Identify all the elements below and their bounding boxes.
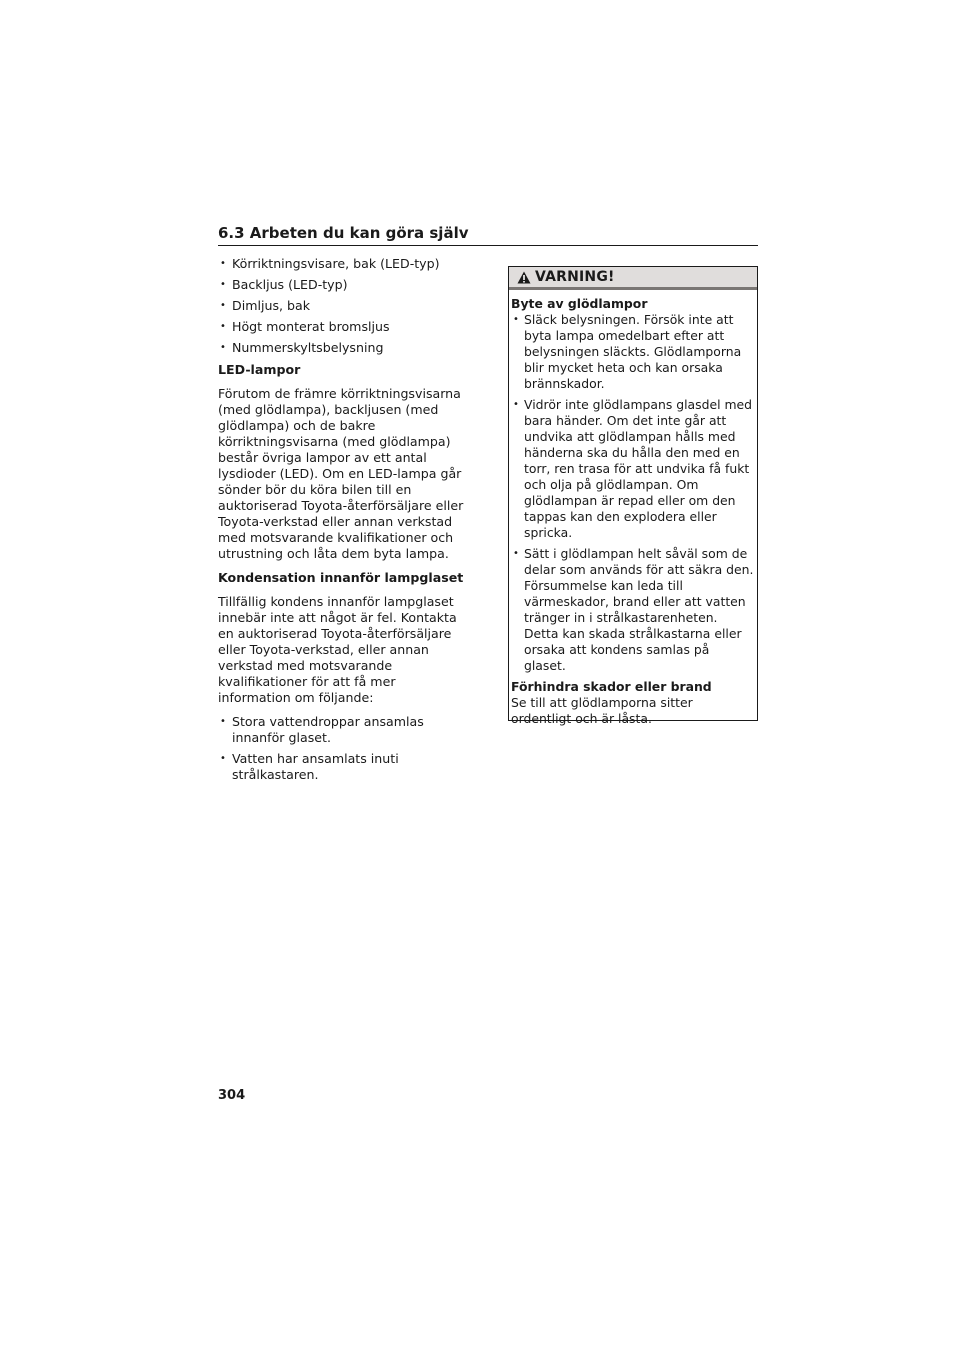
condensation-heading: Kondensation innanför lampglaset (218, 570, 464, 585)
led-heading: LED-lampor (218, 362, 301, 377)
warning-body (509, 290, 757, 727)
led-paragraph: Förutom de främre körriktningsvisarna (med glödlampa), backljusen (med glödlampa) och de bakre körriktningsvisarna (med glödlampa) består övriga lampor av ett antal lysdioder (LED). Om en LED-lampa går sönder bör du köra bilen till en auktoriserad Toyota-återförsäljare eller Toyota-verkstad eller annan verkstad med motsvarande kvalifikationer och utrustning och låta dem byta lampa. (218, 386, 464, 561)
fire-paragraph: Se till att glödlamporna sitter ordentligt och är låsta. (511, 695, 693, 726)
bulb-warning-list (511, 312, 755, 674)
list-item: • Backljus (LED-typ) (218, 277, 468, 293)
list-item: • Vidrör inte glödlampans glasdel med bara händer. Om det inte går att undvika att glödlampan hålls med händerna ska du hålla den med en torr, ren trasa för att undvika få fukt och olja på glödlampan. Om glödlampan är repad eller om den tappas kan den explodera eller spricka. (511, 397, 755, 541)
fire-heading: Förhindra skador eller brand (511, 679, 712, 694)
warning-triangle-icon (517, 271, 531, 284)
warning-title: VARNING! (535, 269, 615, 285)
lamp-list (218, 256, 468, 356)
section-header (218, 224, 758, 246)
list-item: • Stora vattendroppar ansamlas innanför glaset. (218, 714, 468, 746)
list-item: • Högt monterat bromsljus (218, 319, 468, 335)
condensation-paragraph: Tillfällig kondens innanför lampglaset innebär inte att något är fel. Kontakta en auktoriserad Toyota-återförsäljare eller Toyota-verkstad, eller annan verkstad med motsvarande kvalifikationer för att få mer information om följande: (218, 594, 457, 705)
section-title: 6.3 Arbeten du kan göra själv (218, 224, 469, 242)
list-item: • Vatten har ansamlats inuti strålkastaren. (218, 751, 468, 783)
bulb-heading: Byte av glödlampor (511, 296, 648, 311)
list-item: • Körriktningsvisare, bak (LED-typ) (218, 256, 468, 272)
list-item: • Släck belysningen. Försök inte att byta lampa omedelbart efter att belysningen släckts. Glödlamporna blir mycket heta och kan orsaka brännskador. (511, 312, 755, 392)
list-item: • Sätt i glödlampan helt såväl som de delar som används för att säkra den. Försummelse kan leda till värmeskador, brand eller att vatten tränger in i strålkastarenheten. Detta kan skada strålkastarna eller orsaka att kondens samlas på glaset. (511, 546, 755, 674)
page-number: 304 (218, 1088, 246, 1103)
left-column (218, 256, 468, 789)
warning-box (508, 266, 758, 726)
list-item: • Nummerskyltsbelysning (218, 340, 468, 356)
list-item: • Dimljus, bak (218, 298, 468, 314)
warning-header (509, 267, 757, 290)
condensation-list (218, 714, 468, 783)
